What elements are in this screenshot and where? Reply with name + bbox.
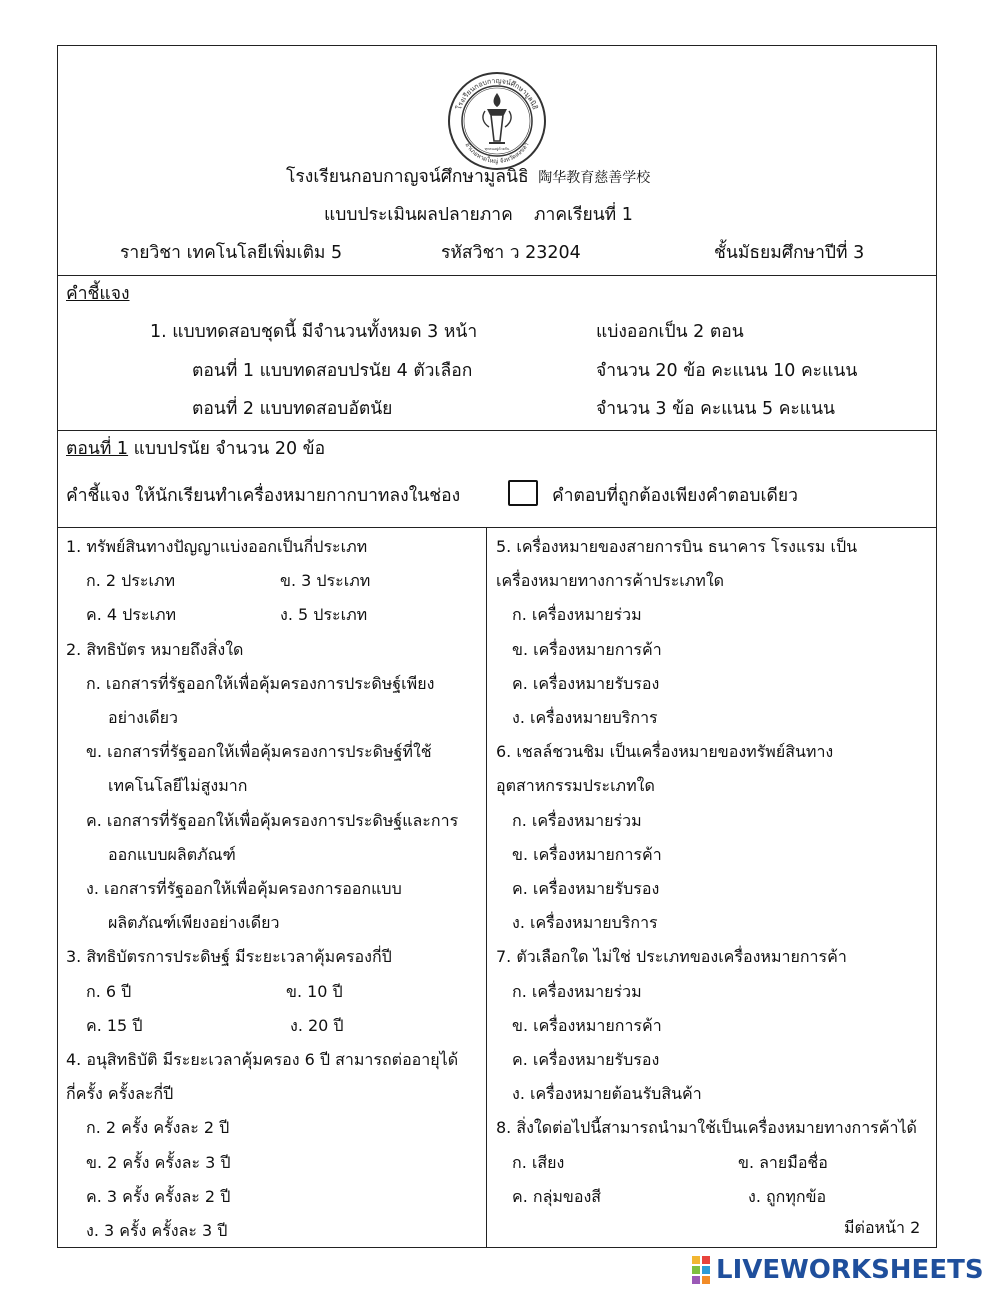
continue-note: มีต่อหน้า 2 xyxy=(844,1218,921,1237)
school-seal-icon xyxy=(447,71,547,171)
left_column-line: ออกแบบผลิตภัณฑ์ xyxy=(108,844,236,864)
left_column-line: ค. 15 ปี xyxy=(86,1015,143,1035)
part1-heading xyxy=(66,439,325,459)
divider xyxy=(58,275,936,276)
left_column-line: ก. 2 ประเภท xyxy=(86,571,176,591)
instruction-line-2-right: จำนวน 20 ข้อ คะแนน 10 คะแนน xyxy=(596,361,858,381)
right_column-line: เครื่องหมายทางการค้าประเภทใด xyxy=(496,571,725,591)
right_column-choice: ข. ลายมือชื่อ xyxy=(738,1152,828,1172)
left_column-line: 3. สิทธิบัตรการประดิษฐ์ มีระยะเวลาคุ้มครองกี่ปี xyxy=(66,947,392,967)
left_column-line: ข. เอกสารที่รัฐออกให้เพื่อคุ้มครองการประดิษฐ์ที่ใช้ xyxy=(86,742,432,762)
svg-text:ทุกคนอยู่ด้วยกัน: ทุกคนอยู่ด้วยกัน xyxy=(484,147,510,151)
semester: ภาคเรียนที่ 1 xyxy=(534,205,633,225)
left_column-choice: ง. 5 ประเภท xyxy=(280,605,368,625)
part1-direction-right: คำตอบที่ถูกต้องเพียงคำตอบเดียว xyxy=(552,486,798,506)
school-name-thai: โรงเรียนกอบกาญจน์ศึกษามูลนิธิ xyxy=(286,167,529,187)
left_column-line: ข. 2 ครั้ง ครั้งละ 3 ปี xyxy=(86,1152,231,1172)
right_column-line: ค. เครื่องหมายรับรอง xyxy=(512,879,660,898)
questions-right-column xyxy=(488,527,936,1247)
left_column-line: ค. เอกสารที่รัฐออกให้เพื่อคุ้มครองการประดิษฐ์และการ xyxy=(86,810,459,830)
right_column-line: 6. เชลล์ชวนชิม เป็นเครื่องหมายของทรัพย์สินทาง xyxy=(496,742,834,762)
left_column-choice: ข. 3 ประเภท xyxy=(280,571,371,591)
instruction-line-3-right: จำนวน 3 ข้อ คะแนน 5 คะแนน xyxy=(596,399,836,419)
left_column-line: 1. ทรัพย์สินทางปัญญาแบ่งออกเป็นกี่ประเภท xyxy=(66,537,368,556)
subject-code: รหัสวิชา ว 23204 xyxy=(441,243,581,263)
svg-text:โรงเรียนกอบกาญจน์ศึกษามูลนิธิ: โรงเรียนกอบกาญจน์ศึกษามูลนิธิ xyxy=(454,76,540,111)
right_column-line: ก. เครื่องหมายร่วม xyxy=(512,605,642,625)
left_column-line: เทคโนโลยีไม่สูงมาก xyxy=(108,776,248,796)
part1-direction: คำชี้แจง ให้นักเรียนทำเครื่องหมายกากบาทลงในช่อง xyxy=(66,486,461,506)
left_column-line: ค. 3 ครั้ง ครั้งละ 2 ปี xyxy=(86,1186,231,1206)
left_column-line: ง. เอกสารที่รัฐออกให้เพื่อคุ้มครองการออกแบบ xyxy=(86,879,402,898)
liveworksheets-blocks-icon xyxy=(692,1256,710,1284)
left_column-line: ก. เอกสารที่รัฐออกให้เพื่อคุ้มครองการประดิษฐ์เพียง xyxy=(86,673,435,693)
right_column-line: ก. เครื่องหมายร่วม xyxy=(512,981,642,1001)
left_column-choice: ง. 20 ปี xyxy=(290,1015,344,1035)
right_column-line: ค. กลุ่มของสี xyxy=(512,1186,602,1206)
school-name xyxy=(286,167,650,188)
instruction-line-1: 1. แบบทดสอบชุดนี้ มีจำนวนทั้งหมด 3 หน้า xyxy=(150,322,478,342)
right_column-line: ข. เครื่องหมายการค้า xyxy=(512,639,662,659)
right_column-line: ค. เครื่องหมายรับรอง xyxy=(512,1050,660,1069)
part1-heading-label: ตอนที่ 1 xyxy=(66,439,129,459)
right_column-line: ง. เครื่องหมายบริการ xyxy=(512,708,658,727)
left_column-line: 4. อนุสิทธิบัติ มีระยะเวลาคุ้มครอง 6 ปี สามารถต่ออายุได้ xyxy=(66,1050,459,1069)
left_column-line: อย่างเดียว xyxy=(108,708,178,727)
instruction-line-2: ตอนที่ 1 แบบทดสอบปรนัย 4 ตัวเลือก xyxy=(192,361,473,381)
right_column-line: ง. เครื่องหมายต้อนรับสินค้า xyxy=(512,1084,702,1104)
right_column-line: 5. เครื่องหมายของสายการบิน ธนาคาร โรงแรม เป็น xyxy=(496,537,858,556)
subject-name: รายวิชา เทคโนโลยีเพิ่มเติม 5 xyxy=(120,243,343,263)
left_column-line: ก. 6 ปี xyxy=(86,981,132,1001)
left_column-line: ก. 2 ครั้ง ครั้งละ 2 ปี xyxy=(86,1118,230,1138)
right_column-line: 8. สิ่งใดต่อไปนี้สามารถนำมาใช้เป็นเครื่องหมายทางการค้าได้ xyxy=(496,1118,917,1138)
right_column-line: ข. เครื่องหมายการค้า xyxy=(512,844,662,864)
left_column-line: ค. 4 ประเภท xyxy=(86,605,177,625)
column-divider xyxy=(486,527,487,1247)
part1-heading-rest: แบบปรนัย จำนวน 20 ข้อ xyxy=(128,439,326,459)
instruction-line-1-right: แบ่งออกเป็น 2 ตอน xyxy=(596,322,744,342)
divider xyxy=(58,430,936,431)
exam-page-frame xyxy=(57,45,937,1248)
answer-checkbox-icon xyxy=(508,480,538,506)
grade-level: ชั้นมัธยมศึกษาปีที่ 3 xyxy=(714,243,865,263)
right_column-line: อุตสาหกรรมประเภทใด xyxy=(496,776,655,796)
left_column-choice: ข. 10 ปี xyxy=(286,981,343,1001)
right_column-choice: ง. ถูกทุกข้อ xyxy=(748,1186,827,1206)
liveworksheets-wordmark: LIVEWORKSHEETS xyxy=(716,1255,984,1285)
school-name-chinese: 陶华教育慈善学校 xyxy=(538,170,651,186)
liveworksheets-logo xyxy=(692,1254,984,1286)
questions-left-column xyxy=(58,527,486,1247)
left_column-line: กี่ครั้ง ครั้งละกี่ปี xyxy=(66,1084,174,1104)
right_column-line: ง. เครื่องหมายบริการ xyxy=(512,913,658,933)
right_column-line: ก. เครื่องหมายร่วม xyxy=(512,810,642,830)
instructions-heading: คำชี้แจง xyxy=(66,284,130,304)
right_column-line: 7. ตัวเลือกใด ไม่ใช่ ประเภทของเครื่องหมายการค้า xyxy=(496,947,847,967)
left_column-line: ผลิตภัณฑ์เพียงอย่างเดียว xyxy=(108,913,280,933)
left_column-line: ง. 3 ครั้ง ครั้งละ 3 ปี xyxy=(86,1221,228,1240)
svg-text:อำเภอหาดใหญ่ จังหวัดสงขลา: อำเภอหาดใหญ่ จังหวัดสงขลา xyxy=(463,141,531,166)
exam-title: แบบประเมินผลปลายภาค xyxy=(324,205,513,225)
right_column-line: ก. เสียง xyxy=(512,1152,565,1172)
instruction-line-3: ตอนที่ 2 แบบทดสอบอัตนัย xyxy=(192,399,393,419)
right_column-line: ค. เครื่องหมายรับรอง xyxy=(512,673,660,693)
left_column-line: 2. สิทธิบัตร หมายถึงสิ่งใด xyxy=(66,639,244,659)
right_column-line: ข. เครื่องหมายการค้า xyxy=(512,1015,662,1035)
